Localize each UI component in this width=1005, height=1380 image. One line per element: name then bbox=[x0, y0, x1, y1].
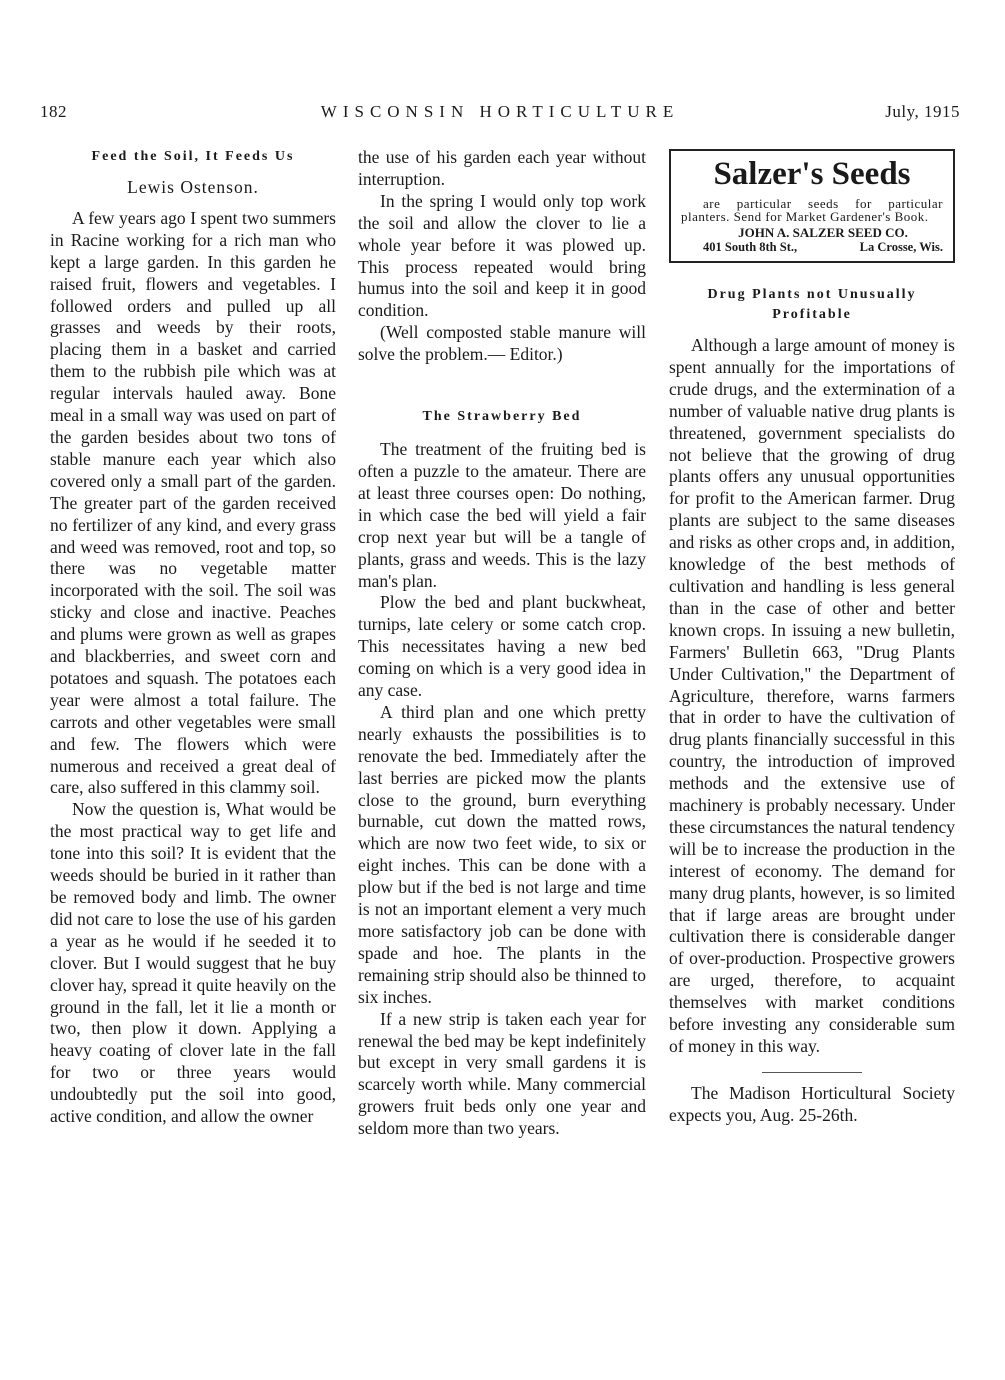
ad-title: Salzer's Seeds bbox=[713, 156, 911, 192]
ad-company: JOHN A. SALZER SEED CO. bbox=[738, 225, 908, 240]
column-2 bbox=[358, 147, 646, 1140]
ad-address: 401 South 8th St., bbox=[703, 240, 798, 254]
society-notice: The Madison Horticultural Society expects you, Aug. 25-26th. bbox=[669, 1082, 955, 1125]
article-author: Lewis Ostenson. bbox=[127, 177, 259, 197]
ad-city: La Crosse, Wis. bbox=[859, 240, 943, 254]
ad-body: are particular seeds for particular planters. Send for Market Gardener's Book. bbox=[681, 196, 943, 224]
article-paragraph-continued: the use of his garden each year without interruption. bbox=[358, 147, 646, 189]
running-header bbox=[40, 102, 960, 128]
article-title-drug-plants: Drug Plants not Unusually bbox=[707, 287, 917, 302]
article-paragraph: Now the question is, What would be the most practical way to get life and tone into this soil? It is evident that the weeds should be buried in it rather than be removed body and limb. The owner did not care to lose the use of his garden a year as he would if he seeded it to clover. But I would suggest that he buy clover hay, spread it quite heavily on the ground in the fall, let it lie a month or two, then plow it down. Applying a heavy coating of clover late in the fall for two or three years would undoubtedly put the soil into good, active condition, and allow the owner bbox=[50, 799, 336, 1127]
editor-note: (Well composted stable manure will solve the problem.— Editor.) bbox=[358, 322, 646, 365]
salzer-seeds-advertisement bbox=[669, 149, 955, 263]
article-title-feed-the-soil: Feed the Soil, It Feeds Us bbox=[91, 149, 295, 164]
journal-title: WISCONSIN HORTICULTURE bbox=[320, 102, 680, 121]
column-3 bbox=[669, 147, 955, 1127]
article-paragraph: A third plan and one which pretty nearly exhausts the possibilities is to renovate the bed. Immediately after the last berries are picked mow the plants close to the ground, burn everything burnable, cut down the matted rows, which are now two feet wide, to six or eight inches. This can be done with a plow but if the bed is not large and time is not an important element a very much more satisfactory job can be done with spade and hoe. The plants in the remaining strip should also be thinned to six inches. bbox=[358, 701, 646, 1007]
article-paragraph: If a new strip is taken each year for renewal the bed may be kept indefinitely but except in very small gardens it is scarcely worth while. Many commercial growers fruit beds only one year and seldom more than two years. bbox=[358, 1008, 646, 1139]
article-paragraph: The treatment of the fruiting bed is often a puzzle to the amateur. There are at least three courses open: Do nothing, in which case the bed will yield a fair crop next year but will be a tangle of plants, grass and weeds. This is the lazy man's plan. bbox=[358, 439, 646, 591]
issue-date: July, 1915 bbox=[885, 102, 960, 121]
article-title-drug-plants-line2: Profitable bbox=[772, 307, 852, 322]
column-1 bbox=[50, 147, 336, 1128]
article-paragraph: Plow the bed and plant buckwheat, turnips, late celery or some catch crop. This necessitates having a new bed coming on which is a very good idea in any case. bbox=[358, 592, 646, 701]
ad-address-line bbox=[681, 240, 943, 255]
page-number: 182 bbox=[40, 102, 67, 121]
article-paragraph: In the spring I would only top work the soil and allow the clover to lie a whole year before it was plowed up. This process repeated would bring humus into the soil and keep it in good condition. bbox=[358, 190, 646, 321]
divider-rule bbox=[762, 1072, 862, 1073]
article-title-strawberry-bed: The Strawberry Bed bbox=[422, 409, 582, 425]
article-paragraph: A few years ago I spent two summers in Racine working for a rich man who kept a large garden. In this garden he raised fruit, flowers and vegetables. I followed orders and pulled up all grasses and weeds by their roots, placing them in a basket and carried them to the rubbish pile which was at regular intervals hauled away. Bone meal in a small way was used on part of the garden besides about two tons of stable manure each year which also covered only a small part of the garden. The greater part of the garden received no fertilizer of any kind, and every grass and weed was removed, root and top, so there was no vegetable matter incorporated with the soil. The soil was sticky and close and inactive. Peaches and plums were grown as well as grapes and blackberries, and sweet corn and potatoes and squash. The potatoes each year were almost a total failure. The carrots and other vegetables were small and few. The flowers which were numerous and received a great deal of care, also suffered in this clammy soil. bbox=[50, 207, 336, 798]
article-paragraph: Although a large amount of money is spent annually for the importations of crude drugs, and the extermination of a number of valuable native drug plants is threatened, government specialists do not believe that the growing of drug plants offers any unusual opportunities for profit to the American farmer. Drug plants are subject to the same diseases and risks as other crops and, in addition, knowledge of the best methods of cultivation and handling is less general than in the case of other and better known crops. In issuing a new bulletin, Farmers' Bulletin 663, "Drug Plants Under Cultivation," the Department of Agriculture, therefore, warns farmers that in order to have the cultivation of drug plants financially successful in this country, the introduction of improved methods and the extensive use of machinery is probably necessary. Under these circumstances the natural tendency will be to increase the production in the interest of economy. The demand for many drug plants, however, is so limited that if large areas are brought under cultivation there is considerable danger of over-production. Prospective growers are urged, therefore, to acquaint themselves with market conditions before investing any considerable sum of money in this way. bbox=[669, 335, 955, 1056]
